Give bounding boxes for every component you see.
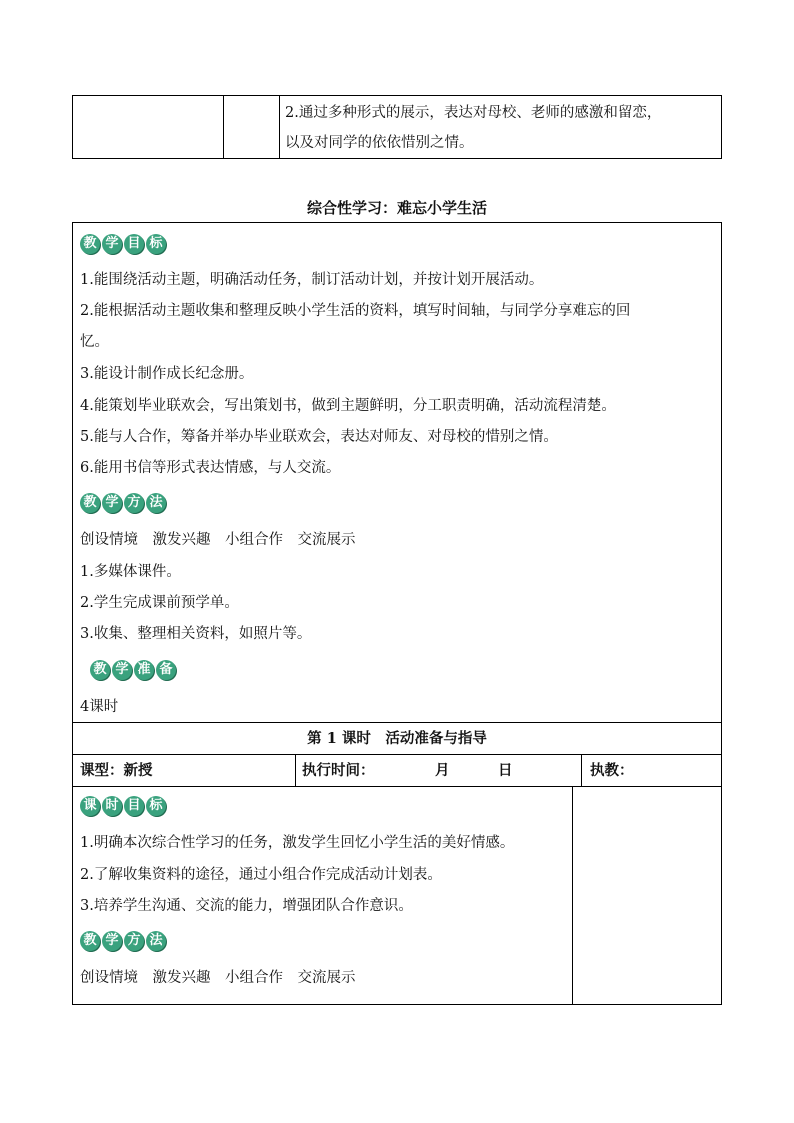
- goal-item: 1.能围绕活动主题，明确活动任务，制订活动计划，并按计划开展活动。: [80, 272, 544, 288]
- month-label: 月: [435, 762, 450, 779]
- section-title: 综合性学习：难忘小学生活: [306, 199, 487, 217]
- execution-time-label: 执行时间：: [302, 762, 375, 779]
- goal-item: 2.能根据活动主题收集和整理反映小学生活的资料，填写时间轴，与同学分享难忘的回: [80, 303, 631, 319]
- lesson-methods-line: 创设情境 激发兴趣 小组合作 交流展示: [80, 970, 356, 986]
- lesson-goal-item: 2.了解收集资料的途径，通过小组合作完成活动计划表。: [80, 867, 442, 883]
- method-item: 3.收集、整理相关资料，如照片等。: [80, 626, 312, 642]
- lesson-title: 第 1 课时 活动准备与指导: [307, 730, 487, 747]
- teaching-methods-badge: 教 学 方 法: [80, 493, 166, 515]
- method-item: 2.学生完成课前预学单。: [80, 595, 239, 611]
- lesson-methods-badge: 教 学 方 法: [80, 931, 166, 953]
- methods-line: 创设情境 激发兴趣 小组合作 交流展示: [80, 532, 356, 548]
- lesson-type: 课型：新授: [80, 762, 153, 779]
- goal-item: 4.能策划毕业联欢会，写出策划书，做到主题鲜明，分工职责明确，活动流程清楚。: [80, 398, 616, 414]
- goal-item: 3.能设计制作成长纪念册。: [80, 366, 254, 382]
- lesson-goal-item: 3.培养学生沟通、交流的能力，增强团队合作意识。: [80, 898, 413, 914]
- method-item: 1.多媒体课件。: [80, 564, 181, 580]
- goal-item: 6.能用书信等形式表达情感，与人交流。: [80, 460, 341, 476]
- top-table-item2-line1: 2.通过多种形式的展示，表达对母校、老师的感激和留恋，: [285, 105, 662, 121]
- class-hours: 4课时: [80, 699, 119, 715]
- top-table-item2-line2: 以及对同学的依依惜别之情。: [285, 135, 474, 151]
- day-label: 日: [498, 762, 513, 779]
- lesson-goals-badge: 课 时 目 标: [80, 796, 166, 818]
- teaching-prep-badge: 教 学 准 备: [90, 660, 176, 682]
- goal-item: 忆。: [80, 334, 109, 350]
- goal-item: 5.能与人合作，筹备并举办毕业联欢会，表达对师友、对母校的惜别之情。: [80, 429, 558, 445]
- lesson-goal-item: 1.明确本次综合性学习的任务，激发学生回忆小学生活的美好情感。: [80, 835, 515, 851]
- teaching-goals-badge: 教 学 目 标: [80, 234, 166, 256]
- teacher-label: 执教：: [590, 762, 634, 779]
